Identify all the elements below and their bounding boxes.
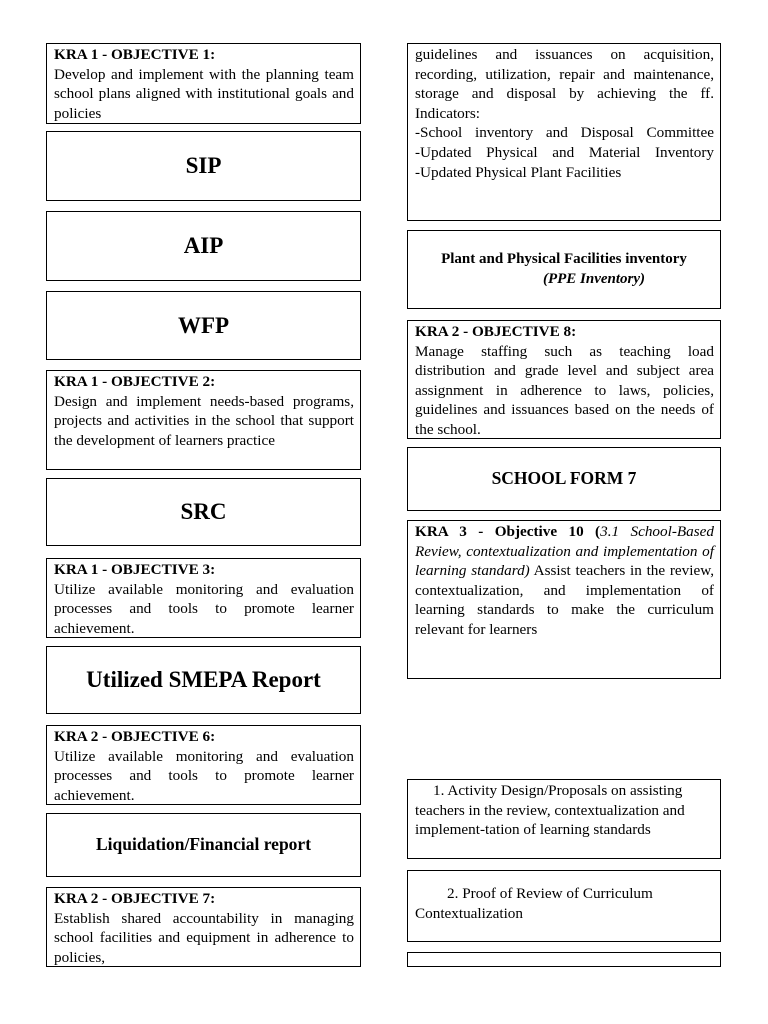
ppe-subtitle: (PPE Inventory)	[542, 270, 646, 287]
liquidation-label: Liquidation/Financial report	[95, 834, 312, 855]
school-form7-label: SCHOOL FORM 7	[491, 468, 637, 489]
kra2-objective7-box	[46, 887, 361, 967]
kra2-objective6-box	[46, 725, 361, 805]
kra2-objective7-continued-box	[407, 43, 721, 221]
empty-box	[407, 952, 721, 967]
kra3-objective10-box	[407, 520, 721, 679]
smepa-label: Utilized SMEPA Report	[86, 667, 321, 693]
activity-design-text: 1. Activity Design/Proposals on assisting teachers in the review, contextualization and implement-tation of learning standards	[415, 782, 685, 839]
kra2-objective8-box	[407, 320, 721, 439]
objective-text: Manage staffing such as teaching load distribution and grade level and subject area assignment in adherence to laws, policies, guidelines and issuances based on the needs of the school.	[415, 342, 714, 438]
objective-title: KRA 2 - OBJECTIVE 7:	[54, 890, 216, 907]
objective-title: KRA 2 - OBJECTIVE 8:	[415, 323, 577, 340]
ppe-box	[407, 230, 721, 309]
objective-title: KRA 1 - OBJECTIVE 1:	[54, 46, 216, 63]
aip-label: AIP	[183, 233, 224, 259]
kra1-objective1-box	[46, 43, 361, 124]
src-box	[46, 478, 361, 546]
aip-box	[46, 211, 361, 281]
sip-box	[46, 131, 361, 201]
objective-text: Develop and implement with the planning team school plans aligned with institutional goals and policies	[54, 65, 354, 122]
ppe-title: Plant and Physical Facilities inventory	[441, 250, 687, 267]
objective-text: Utilize available monitoring and evaluation processes and tools to promote learner achievement.	[54, 747, 354, 804]
indicator-item: -Updated Physical and Material Inventory	[415, 143, 714, 161]
src-label: SRC	[180, 499, 227, 525]
objective-text: Assist teachers in the review, contextualization, and implementation of learning standards to make the curriculum relevant for learners	[415, 562, 714, 638]
proof-review-box	[407, 870, 721, 942]
wfp-label: WFP	[177, 312, 230, 338]
school-form7-box	[407, 447, 721, 511]
objective-title: KRA 1 - OBJECTIVE 2:	[54, 373, 216, 390]
kra1-objective2-box	[46, 370, 361, 470]
objective-title: KRA 2 - OBJECTIVE 6:	[54, 728, 216, 745]
objective-italic-text: 3.1 School-Based Review, contextualization and implementation of learning standard)	[415, 523, 714, 580]
continued-text: guidelines and issuances on acquisition, recording, utilization, repair and maintenance, storage and disposal by achieving the ff. Indicators:	[415, 46, 714, 122]
indicator-item: -Updated Physical Plant Facilities	[415, 163, 622, 181]
sip-label: SIP	[185, 153, 222, 179]
objective-title: KRA 1 - OBJECTIVE 3:	[54, 561, 216, 578]
kra1-objective3-box	[46, 558, 361, 638]
objective-text: Establish shared accountability in managing school facilities and equipment in adherence to policies,	[54, 909, 354, 966]
activity-design-box	[407, 779, 721, 859]
liquidation-box	[46, 813, 361, 877]
objective-text: Design and implement needs-based programs, projects and activities in the school that support the development of learners practice	[54, 392, 354, 449]
proof-review-text: 2. Proof of Review of Curriculum Contextualization	[415, 885, 653, 922]
objective-title: KRA 3 - Objective 10 (	[415, 523, 601, 540]
indicator-item: -School inventory and Disposal Committee	[415, 124, 714, 142]
objective-text: Utilize available monitoring and evaluation processes and tools to promote learner achievement.	[54, 580, 354, 637]
smepa-box	[46, 646, 361, 714]
wfp-box	[46, 291, 361, 360]
